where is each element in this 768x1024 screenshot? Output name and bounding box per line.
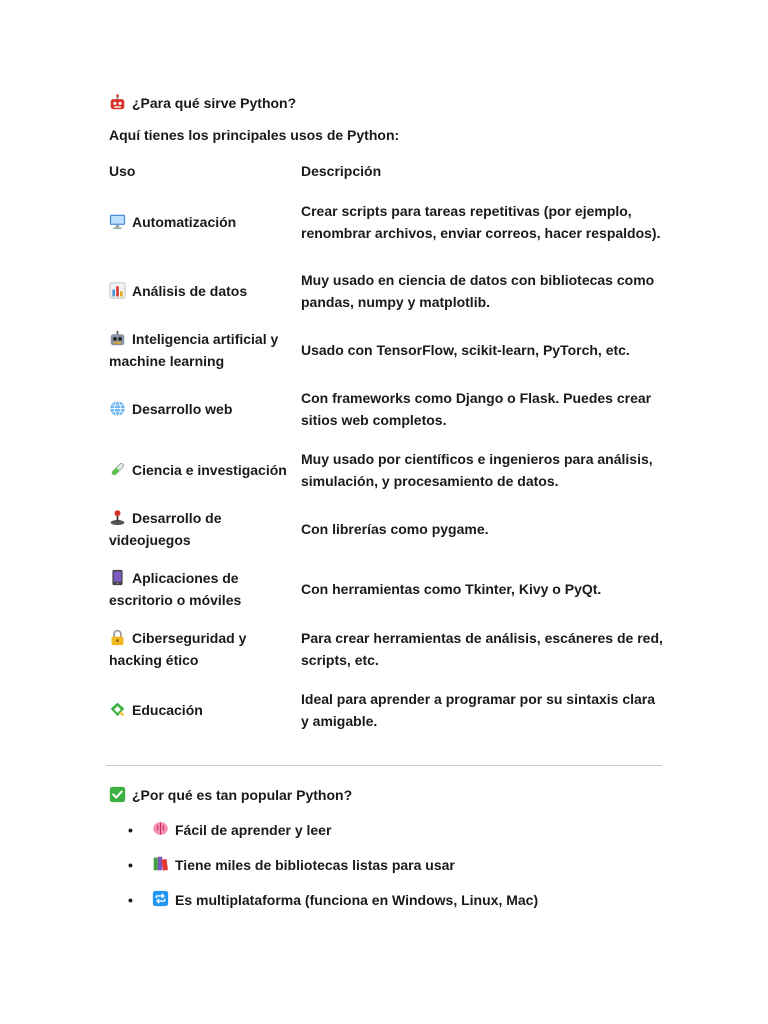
table-cell-descripcion: Con frameworks como Django o Flask. Puedes crear sitios web completos. [301, 390, 652, 428]
table-row [106, 324, 666, 376]
table-cell-descripcion: Con librerías como pygame. [301, 521, 489, 537]
table-cell-descripcion: Ideal para aprender a programar por su sintaxis clara y amigable. [301, 691, 656, 729]
globe-icon [109, 400, 126, 417]
robot-icon [109, 94, 126, 111]
intro-text: Aquí tienes los principales usos de Python: [109, 127, 400, 143]
uso-label: Desarrollo de videojuegos [109, 510, 222, 548]
table-cell-descripcion: Con herramientas como Tkinter, Kivy o PyQt. [301, 581, 602, 597]
computer-icon [109, 213, 126, 230]
table-cell-descripcion: Muy usado por científicos e ingenieros para análisis, simulación, y procesamiento de datos. [301, 451, 653, 489]
table-cell-descripcion: Para crear herramientas de análisis, escáneres de red, scripts, etc. [301, 630, 663, 668]
bar-chart-icon [109, 282, 126, 299]
reasons-list [110, 820, 538, 925]
list-item [110, 855, 538, 890]
table-row [106, 258, 666, 324]
table-header-uso: Uso [109, 163, 136, 179]
bullet-marker: • [128, 857, 133, 873]
section-heading-text: ¿Para qué sirve Python? [132, 95, 297, 111]
list-item-text: Tiene miles de bibliotecas listas para usar [175, 857, 455, 873]
uso-label: Ciencia e investigación [132, 462, 287, 478]
uso-label: Desarrollo web [132, 401, 233, 417]
table-row [106, 376, 666, 442]
books-icon [152, 855, 169, 872]
table-cell-uso [106, 442, 298, 498]
table-header-row [106, 156, 666, 186]
brain-icon [152, 820, 169, 837]
check-mark-icon [109, 786, 126, 803]
list-item [110, 820, 538, 855]
table-cell-descripcion: Muy usado en ciencia de datos con bibliotecas como pandas, numpy y matplotlib. [301, 272, 655, 310]
table-row [106, 498, 666, 560]
robot-face-icon [109, 330, 126, 347]
table-header-descripcion: Descripción [301, 163, 382, 179]
section-divider [106, 765, 662, 766]
section-heading-popular [109, 786, 352, 803]
section-heading-uses [109, 94, 296, 111]
table-cell-uso [106, 680, 298, 740]
uso-label: Ciberseguridad y hacking ético [109, 630, 247, 668]
list-item-text: Es multiplataforma (funciona en Windows, Linux, Mac) [175, 892, 539, 908]
table-cell-uso [106, 376, 298, 442]
table-cell-descripcion: Usado con TensorFlow, scikit-learn, PyTorch, etc. [301, 342, 630, 358]
joystick-icon [109, 509, 126, 526]
mobile-phone-icon [109, 569, 126, 586]
uso-label: Aplicaciones de escritorio o móviles [109, 570, 242, 608]
bullet-marker: • [128, 822, 133, 838]
bullet-marker: • [128, 892, 133, 908]
table-row [106, 560, 666, 618]
table-row [106, 618, 666, 680]
lock-icon [109, 629, 126, 646]
list-item [110, 890, 538, 925]
table-cell-uso [106, 324, 298, 376]
table-cell-uso [106, 258, 298, 324]
uso-label: Inteligencia artificial y machine learning [109, 331, 279, 369]
uses-table [106, 156, 666, 740]
table-cell-uso [106, 186, 298, 258]
test-tube-icon [109, 461, 126, 478]
table-row [106, 186, 666, 258]
graduation-icon [109, 701, 126, 718]
table-cell-descripcion: Crear scripts para tareas repetitivas (por ejemplo, renombrar archivos, enviar correos, hacer respaldos). [301, 203, 661, 241]
uso-label: Análisis de datos [132, 283, 248, 299]
table-cell-uso [106, 618, 298, 680]
repeat-icon [152, 890, 169, 907]
table-row [106, 442, 666, 498]
table-row [106, 680, 666, 740]
table-cell-uso [106, 498, 298, 560]
uso-label: Educación [132, 702, 203, 718]
list-item-text: Fácil de aprender y leer [175, 822, 332, 838]
section-heading-text: ¿Por qué es tan popular Python? [132, 787, 353, 803]
table-cell-uso [106, 560, 298, 618]
uso-label: Automatización [132, 214, 237, 230]
